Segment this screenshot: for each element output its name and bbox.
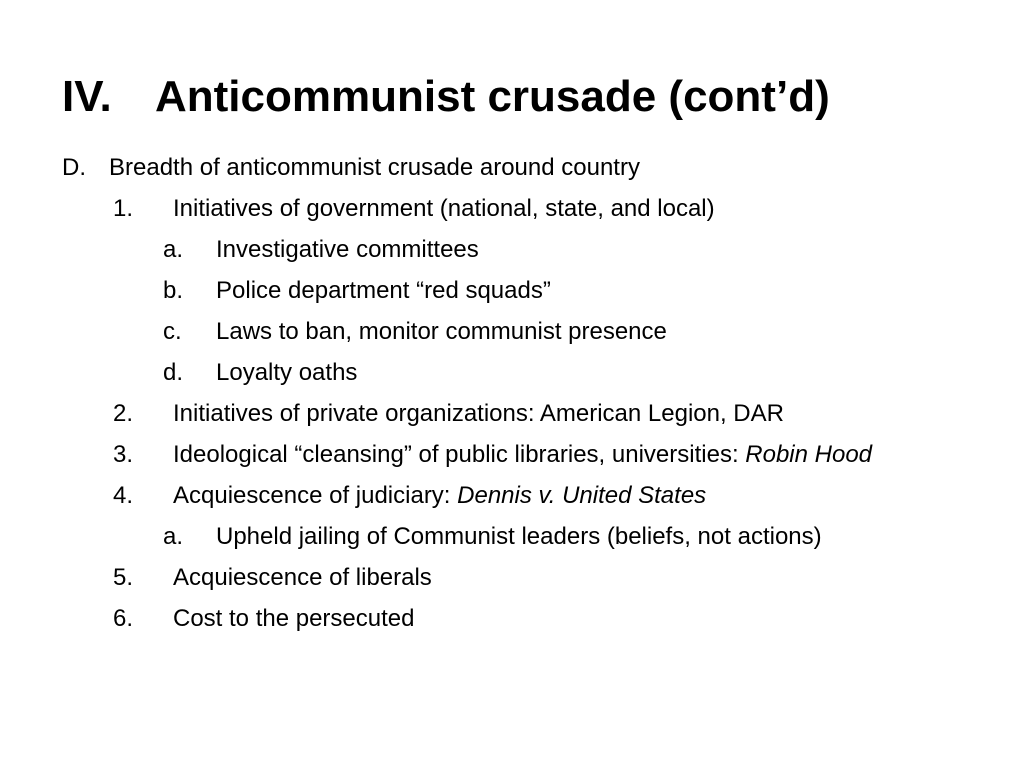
item-marker: a. [163, 523, 184, 550]
sub-list-item [0, 233, 1024, 267]
item-text-italic: Robin Hood [745, 441, 873, 468]
list-item [0, 479, 1024, 513]
list-item [0, 397, 1024, 431]
item-text-italic: Dennis v. United States [457, 482, 707, 509]
item-text: Investigative committees [216, 236, 479, 263]
item-text [173, 479, 934, 513]
item-marker: c. [163, 318, 182, 345]
item-marker: 3. [113, 441, 134, 468]
sub-list-item [0, 356, 1024, 390]
item-text: Acquiescence of liberals [173, 564, 432, 591]
item-marker: 5. [113, 564, 134, 591]
outline-section [0, 151, 1024, 185]
list-item [0, 438, 1024, 472]
list-item [0, 192, 1024, 226]
item-text: Initiatives of government (national, state, and local) [173, 195, 715, 222]
sub-list-item [0, 315, 1024, 349]
section-text: Breadth of anticommunist crusade around country [109, 154, 640, 181]
item-text: Cost to the persecuted [173, 605, 415, 632]
item-text: Upheld jailing of Communist leaders (beliefs, not actions) [216, 523, 822, 550]
list-item [0, 561, 1024, 595]
item-text [173, 438, 934, 472]
outline [0, 151, 1024, 643]
sub-list-item [0, 520, 1024, 554]
item-marker: 1. [113, 195, 134, 222]
item-text-plain: Acquiescence of judiciary: [173, 482, 458, 509]
list-item [0, 602, 1024, 636]
item-marker: 6. [113, 605, 134, 632]
item-text: Initiatives of private organizations: American Legion, DAR [173, 400, 784, 427]
item-text-plain: Ideological “cleansing” of public libraries, universities: [173, 441, 746, 468]
section-marker: D. [62, 154, 86, 181]
item-text: Loyalty oaths [216, 359, 358, 386]
item-marker: 4. [113, 482, 134, 509]
item-text: Police department “red squads” [216, 277, 551, 304]
item-marker: b. [163, 277, 184, 304]
sub-list-item [0, 274, 1024, 308]
item-text: Laws to ban, monitor communist presence [216, 318, 667, 345]
title-text: Anticommunist crusade (cont’d) [155, 72, 830, 121]
item-marker: 2. [113, 400, 134, 427]
item-marker: a. [163, 236, 184, 263]
item-marker: d. [163, 359, 184, 386]
title-number: IV. [62, 72, 112, 121]
slide-title [62, 70, 830, 124]
